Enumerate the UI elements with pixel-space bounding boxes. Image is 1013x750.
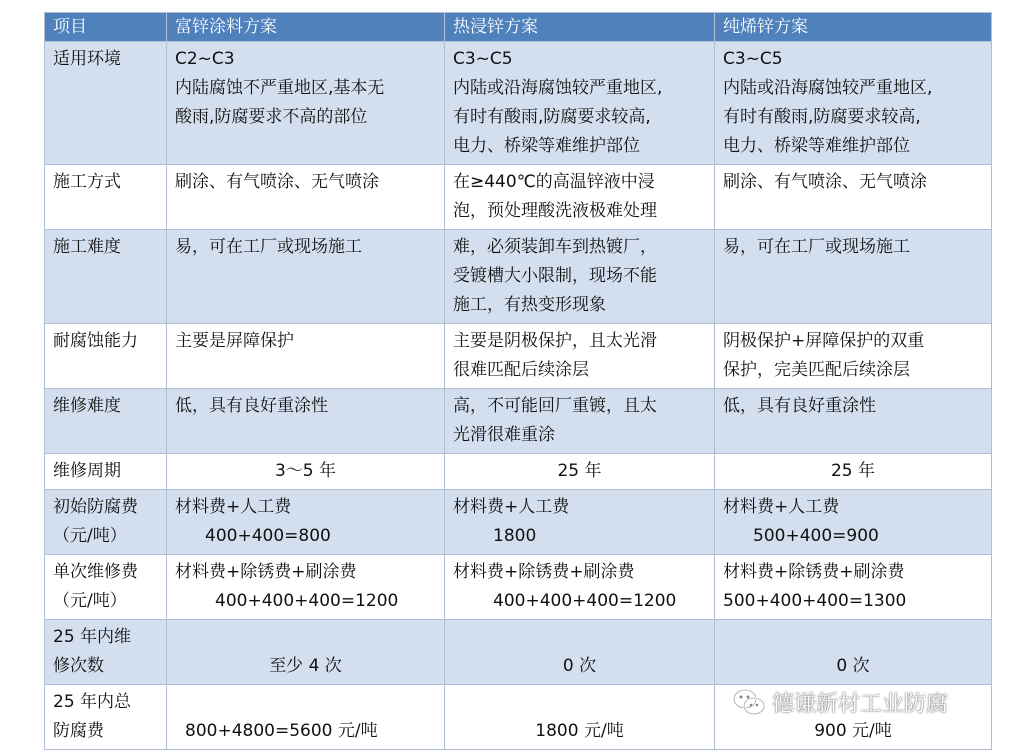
cell-zinc-rich: 800+4800=5600 元/吨 <box>167 685 445 750</box>
cell-hot-dip: 0 次 <box>445 620 715 685</box>
cell-hot-dip: C3~C5 内陆或沿海腐蚀较严重地区, 有时有酸雨,防腐要求较高, 电力、桥梁等难维护部位 <box>445 42 715 165</box>
cell-hot-dip: 1800 元/吨 <box>445 685 715 750</box>
row-label: 单次维修费 （元/吨） <box>45 555 167 620</box>
cell-zinc-rich: 材料费+人工费 400+400=800 <box>167 490 445 555</box>
cell-graphene-zinc: 刷涂、有气喷涂、无气喷涂 <box>715 165 992 230</box>
wechat-icon <box>732 687 766 717</box>
cell-hot-dip: 材料费+除锈费+刷涂费 400+400+400=1200 <box>445 555 715 620</box>
cell-zinc-rich: 主要是屏障保护 <box>167 324 445 389</box>
cell-zinc-rich: 刷涂、有气喷涂、无气喷涂 <box>167 165 445 230</box>
cell-hot-dip: 主要是阴极保护，且太光滑 很难匹配后续涂层 <box>445 324 715 389</box>
cell-hot-dip: 材料费+人工费 1800 <box>445 490 715 555</box>
cell-zinc-rich: 低，具有良好重涂性 <box>167 389 445 454</box>
header-hot-dip: 热浸锌方案 <box>445 13 715 42</box>
table-row <box>45 42 992 165</box>
table-row <box>45 490 992 555</box>
row-label: 维修周期 <box>45 454 167 490</box>
cell-hot-dip: 难，必须装卸车到热镀厂， 受镀槽大小限制，现场不能 施工，有热变形现象 <box>445 230 715 324</box>
cell-graphene-zinc: 低，具有良好重涂性 <box>715 389 992 454</box>
table-row <box>45 555 992 620</box>
header-zinc-rich: 富锌涂料方案 <box>167 13 445 42</box>
cell-hot-dip: 高，不可能回厂重镀，且太 光滑很难重涂 <box>445 389 715 454</box>
row-label: 适用环境 <box>45 42 167 165</box>
table-row <box>45 165 992 230</box>
row-label: 维修难度 <box>45 389 167 454</box>
table-row <box>45 230 992 324</box>
cell-zinc-rich: C2~C3 内陆腐蚀不严重地区,基本无 酸雨,防腐要求不高的部位 <box>167 42 445 165</box>
cell-zinc-rich: 材料费+除锈费+刷涂费 400+400+400=1200 <box>167 555 445 620</box>
row-label: 25 年内总 防腐费 <box>45 685 167 750</box>
table-row <box>45 620 992 685</box>
watermark-text: 德谦新材工业防腐 <box>772 691 949 717</box>
row-label: 初始防腐费 （元/吨） <box>45 490 167 555</box>
cell-zinc-rich: 易，可在工厂或现场施工 <box>167 230 445 324</box>
cell-hot-dip: 在≥440℃的高温锌液中浸 泡，预处理酸洗液极难处理 <box>445 165 715 230</box>
cell-graphene-zinc: 材料费+除锈费+刷涂费 500+400+400=1300 <box>715 555 992 620</box>
row-label: 耐腐蚀能力 <box>45 324 167 389</box>
table-row <box>45 454 992 490</box>
cell-graphene-zinc: 材料费+人工费 500+400=900 <box>715 490 992 555</box>
cell-hot-dip: 25 年 <box>445 454 715 490</box>
row-label: 25 年内维 修次数 <box>45 620 167 685</box>
cell-graphene-zinc: 阴极保护+屏障保护的双重 保护，完美匹配后续涂层 <box>715 324 992 389</box>
header-row <box>45 13 992 42</box>
cell-graphene-zinc: 易，可在工厂或现场施工 <box>715 230 992 324</box>
cell-zinc-rich: 至少 4 次 <box>167 620 445 685</box>
comparison-table <box>44 12 992 750</box>
cell-graphene-zinc: 900 元/吨 <box>715 685 992 750</box>
cell-zinc-rich: 3～5 年 <box>167 454 445 490</box>
row-label: 施工难度 <box>45 230 167 324</box>
row-label: 施工方式 <box>45 165 167 230</box>
table-row <box>45 324 992 389</box>
table-row <box>45 389 992 454</box>
header-graphene-zinc: 纯烯锌方案 <box>715 13 992 42</box>
cell-graphene-zinc: C3~C5 内陆或沿海腐蚀较严重地区, 有时有酸雨,防腐要求较高, 电力、桥梁等难维护部位 <box>715 42 992 165</box>
cell-graphene-zinc: 0 次 <box>715 620 992 685</box>
watermark <box>732 682 948 722</box>
cell-graphene-zinc: 25 年 <box>715 454 992 490</box>
header-item: 项目 <box>45 13 167 42</box>
